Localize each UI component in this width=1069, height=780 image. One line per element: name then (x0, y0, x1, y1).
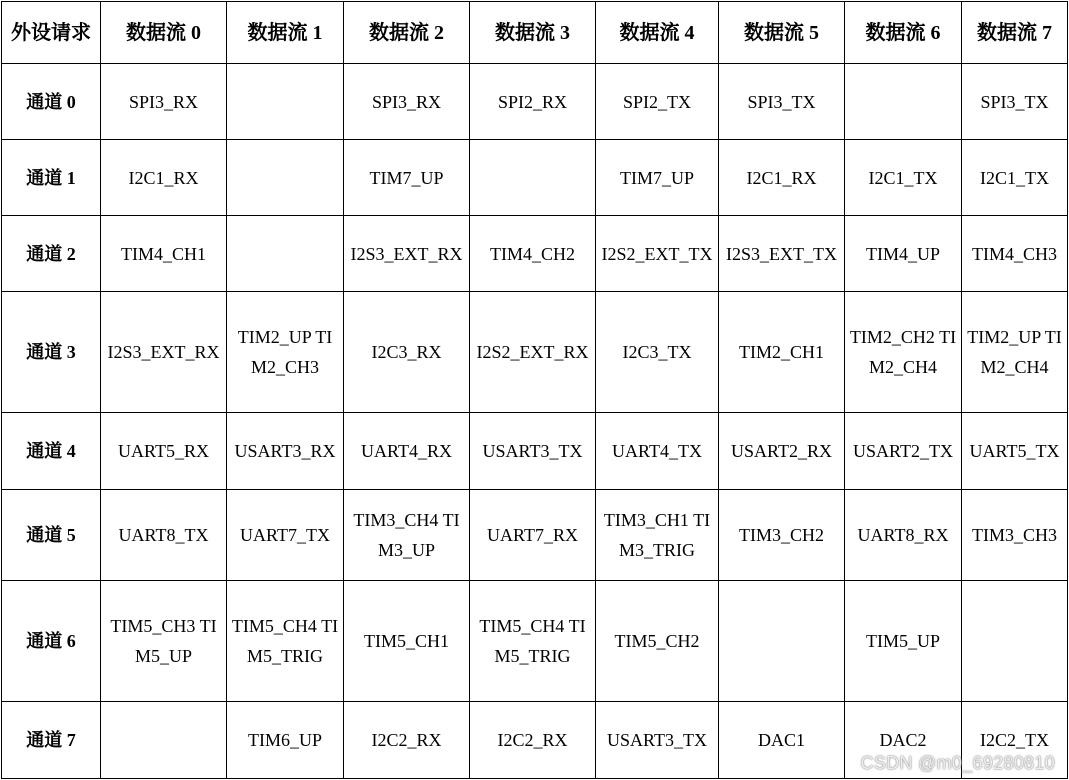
table-cell: TIM3_CH1 TIM3_TRIG (596, 490, 719, 581)
table-cell: UART7_TX (227, 490, 344, 581)
table-cell: TIM3_CH3 (962, 490, 1068, 581)
table-cell (962, 581, 1068, 702)
table-cell: SPI2_RX (470, 64, 596, 140)
table-cell (227, 216, 344, 292)
table-cell: SPI2_TX (596, 64, 719, 140)
table-cell: TIM5_CH1 (344, 581, 470, 702)
row-header-channel-7: 通道 7 (2, 702, 101, 779)
table-body (2, 64, 1068, 779)
table-cell: USART3_TX (470, 413, 596, 490)
row-header-channel-0: 通道 0 (2, 64, 101, 140)
row-header-channel-6: 通道 6 (2, 581, 101, 702)
table-cell (470, 140, 596, 216)
table-cell: I2C3_TX (596, 292, 719, 413)
table-cell: DAC1 (719, 702, 845, 779)
table-row (2, 292, 1068, 413)
column-header-stream-5: 数据流 5 (719, 2, 845, 64)
table-cell: DAC2 (845, 702, 962, 779)
column-header-stream-6: 数据流 6 (845, 2, 962, 64)
table-cell: TIM5_CH2 (596, 581, 719, 702)
table-cell: USART2_RX (719, 413, 845, 490)
column-header-stream-3: 数据流 3 (470, 2, 596, 64)
column-header-stream-4: 数据流 4 (596, 2, 719, 64)
table-cell: I2S2_EXT_RX (470, 292, 596, 413)
table-cell: TIM4_CH3 (962, 216, 1068, 292)
table-cell: TIM2_CH1 (719, 292, 845, 413)
table-cell: UART4_TX (596, 413, 719, 490)
column-header-stream-1: 数据流 1 (227, 2, 344, 64)
table-cell: TIM2_UP TIM2_CH3 (227, 292, 344, 413)
row-header-channel-3: 通道 3 (2, 292, 101, 413)
table-cell: TIM5_UP (845, 581, 962, 702)
table-cell (719, 581, 845, 702)
table-row (2, 413, 1068, 490)
table-cell (227, 140, 344, 216)
table-cell: TIM4_CH1 (101, 216, 227, 292)
table-cell: SPI3_RX (344, 64, 470, 140)
watermark: CSDN @m0_69280810 (860, 753, 1055, 773)
table-cell: TIM7_UP (344, 140, 470, 216)
header-row (2, 2, 1068, 64)
table-row (2, 216, 1068, 292)
table-cell: USART2_TX (845, 413, 962, 490)
column-header-stream-0: 数据流 0 (101, 2, 227, 64)
table-cell: I2S3_EXT_RX (344, 216, 470, 292)
table-cell: I2S3_EXT_TX (719, 216, 845, 292)
table-cell (101, 702, 227, 779)
table-cell: USART3_TX (596, 702, 719, 779)
table-cell: I2C2_TX (962, 702, 1068, 779)
table-cell: UART8_RX (845, 490, 962, 581)
table-cell: I2C1_TX (845, 140, 962, 216)
table-cell: TIM7_UP (596, 140, 719, 216)
table-row (2, 490, 1068, 581)
table-cell: I2C2_RX (470, 702, 596, 779)
table-cell: UART4_RX (344, 413, 470, 490)
table-cell: UART7_RX (470, 490, 596, 581)
table-row (2, 64, 1068, 140)
row-header-channel-5: 通道 5 (2, 490, 101, 581)
table-cell: TIM5_CH4 TIM5_TRIG (470, 581, 596, 702)
table-row (2, 140, 1068, 216)
table-cell: I2S2_EXT_TX (596, 216, 719, 292)
dma-request-mapping-table (1, 1, 1068, 779)
table-cell: I2C1_TX (962, 140, 1068, 216)
table-cell: TIM4_UP (845, 216, 962, 292)
table-cell: SPI3_TX (962, 64, 1068, 140)
table-row (2, 581, 1068, 702)
table-cell: TIM2_CH2 TIM2_CH4 (845, 292, 962, 413)
table-cell: I2C3_RX (344, 292, 470, 413)
table-cell: TIM2_UP TIM2_CH4 (962, 292, 1068, 413)
row-header-channel-1: 通道 1 (2, 140, 101, 216)
table-cell: I2C2_RX (344, 702, 470, 779)
table-cell: SPI3_TX (719, 64, 845, 140)
table-cell: SPI3_RX (101, 64, 227, 140)
table-cell: UART5_TX (962, 413, 1068, 490)
table-cell: TIM5_CH3 TIM5_UP (101, 581, 227, 702)
table-cell: I2C1_RX (719, 140, 845, 216)
table-cell: TIM5_CH4 TIM5_TRIG (227, 581, 344, 702)
row-header-channel-4: 通道 4 (2, 413, 101, 490)
table-cell: TIM6_UP (227, 702, 344, 779)
column-header-stream-7: 数据流 7 (962, 2, 1068, 64)
table-cell: I2C1_RX (101, 140, 227, 216)
table-cell: UART8_TX (101, 490, 227, 581)
table-cell: TIM4_CH2 (470, 216, 596, 292)
table-cell: TIM3_CH2 (719, 490, 845, 581)
table-cell: UART5_RX (101, 413, 227, 490)
table-cell (845, 64, 962, 140)
row-header-channel-2: 通道 2 (2, 216, 101, 292)
table-cell: I2S3_EXT_RX (101, 292, 227, 413)
column-header-stream-2: 数据流 2 (344, 2, 470, 64)
corner-header: 外设请求 (2, 2, 101, 64)
table-cell: USART3_RX (227, 413, 344, 490)
table-cell (227, 64, 344, 140)
table-cell: TIM3_CH4 TIM3_UP (344, 490, 470, 581)
